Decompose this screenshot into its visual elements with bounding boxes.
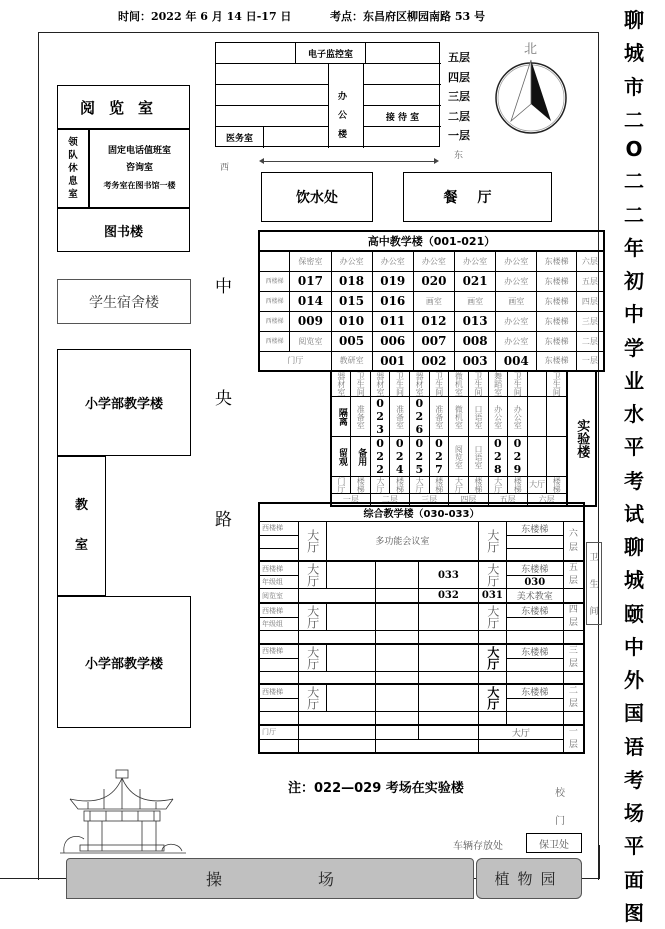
washroom: 卫 生 间 bbox=[586, 542, 602, 625]
gate-label: 校 bbox=[555, 788, 565, 799]
high-school-building bbox=[258, 230, 605, 372]
table-row: 西楼梯 大厅 多功能会议室 大厅 东楼梯 六 层 bbox=[259, 521, 584, 535]
office-tower-label: 办 公 楼 bbox=[338, 92, 348, 140]
office-building bbox=[215, 42, 440, 147]
table-row: 西楼梯 014 015 016 画室 画室 画室 东楼梯 四层 bbox=[259, 291, 604, 311]
water-station: 饮水处 bbox=[261, 172, 373, 222]
sports-field: 操 场 bbox=[66, 858, 474, 899]
north-label: 北 bbox=[524, 42, 538, 57]
west-label: 西 bbox=[220, 163, 230, 173]
duty-phone-room: 固定电话值班室 咨询室 考务室在图书馆一楼 bbox=[89, 129, 190, 208]
table-row: 西楼梯 大厅 大厅 东楼梯 三 层 bbox=[259, 644, 584, 659]
title-char: 二 bbox=[624, 202, 644, 227]
title-char: 平 bbox=[624, 435, 644, 460]
title-char: 中 bbox=[624, 302, 644, 327]
road-char: 央 bbox=[215, 389, 232, 409]
medical-room: 医务室 bbox=[225, 133, 253, 144]
title-char: 考 bbox=[624, 468, 644, 493]
east-west-arrow-icon bbox=[262, 161, 436, 162]
table-row: 一层 二层 三层 四层 五层 六层 bbox=[331, 494, 596, 507]
title-char: 水 bbox=[624, 402, 644, 426]
table-row: 留观 备用 022 024 025 027 阅览室 口语室 028 029 bbox=[331, 437, 596, 477]
lab-note: 注：022—029 考场在实验楼 bbox=[288, 781, 464, 796]
table-row: 西楼梯 大厅 大厅 东楼梯 二 层 bbox=[259, 684, 584, 699]
office-floor-labels: 五层 四层 三层 二层 一层 bbox=[448, 51, 470, 142]
title-char: 颐 bbox=[624, 601, 644, 626]
library-building: 图书楼 bbox=[57, 208, 190, 252]
title-char: 业 bbox=[624, 368, 644, 393]
leader-rest-room: 领 队 休 息 室 bbox=[57, 129, 89, 208]
title-char: 外 bbox=[624, 668, 644, 692]
title-char: 面 bbox=[624, 867, 644, 892]
table-row: 门厅 大厅 一 层 bbox=[259, 725, 584, 740]
title-char: 考 bbox=[624, 767, 644, 792]
title-char: 二 bbox=[624, 107, 644, 132]
pavilion-icon bbox=[58, 767, 188, 859]
gate-label: 门 bbox=[555, 816, 565, 827]
title-char: 聊 bbox=[624, 535, 644, 559]
student-dorm: 学生宿舍楼 bbox=[57, 279, 191, 324]
map-title bbox=[608, 4, 660, 926]
table-row: 门厅 教研室 001 002 003 004 东楼梯 一层 bbox=[259, 351, 604, 371]
lab-building-label: 实验楼 bbox=[567, 371, 597, 506]
primary-building-south: 小学部教学楼 bbox=[57, 596, 191, 728]
title-char: O bbox=[625, 137, 643, 161]
dining-hall: 餐厅 bbox=[403, 172, 552, 222]
table-row: 器材室 卫生间 器材室 卫生间 器材室 卫生间 微机室 卫生间 舞蹈室 卫生间 卫生间 实验楼 bbox=[331, 371, 596, 397]
title-char: 学 bbox=[624, 335, 644, 360]
comprehensive-building: 综合教学楼（030-033） 西楼梯 大厅 多功能会议室 大厅 东楼梯 六 层 西楼梯 大厅 033 大厅 东楼梯 五 层 年级组 030 阅览室 032 031 美术教室 西楼梯 大厅 大厅 东楼梯 四 层 年级组 西楼梯 大厅 大厅 东楼梯 三 层 西楼梯 大厅 大厅 东楼梯 二 层 门厅 大厅 一 层 bbox=[258, 502, 585, 754]
title-char: 国 bbox=[624, 701, 644, 726]
monitor-room: 电子监控室 bbox=[307, 50, 353, 60]
title-char: 聊 bbox=[624, 8, 644, 32]
title-char: 中 bbox=[624, 634, 644, 659]
table-row: 隔离 准备室 023 准备室 026 准备室 微机室 口语室 办公室 办公室 bbox=[331, 397, 596, 437]
road-char: 路 bbox=[215, 510, 232, 530]
table-row: 西楼梯 017 018 019 020 021 办公室 东楼梯 五层 bbox=[259, 271, 604, 291]
title-char: 场 bbox=[624, 801, 644, 825]
table-row: 西楼梯 009 010 011 012 013 办公室 东楼梯 三层 bbox=[259, 311, 604, 331]
exam-time: 时间：2022 年 6 月 14 日-17 日 bbox=[118, 10, 292, 23]
primary-building-north: 小学部教学楼 bbox=[57, 349, 191, 456]
table-row: 门厅 楼梯 大厅 楼梯 大厅 楼梯 大厅 楼梯 大厅 楼梯 大厅 楼梯 bbox=[331, 477, 596, 494]
table-row: 西楼梯 阅览室 005 006 007 008 办公室 东楼梯 二层 bbox=[259, 331, 604, 351]
security-office: 保卫处 bbox=[526, 833, 582, 853]
title-char: 年 bbox=[624, 235, 644, 260]
road-char: 中 bbox=[215, 277, 232, 297]
reading-room: 阅览室 bbox=[57, 85, 190, 129]
title-char: 图 bbox=[624, 900, 644, 925]
east-label: 东 bbox=[454, 151, 464, 161]
table-row: 西楼梯 大厅 033 大厅 东楼梯 五 层 bbox=[259, 561, 584, 576]
lab-building bbox=[330, 370, 597, 507]
botanical-garden: 植物园 bbox=[476, 858, 582, 899]
reception-room: 接 待 室 bbox=[385, 112, 420, 123]
title-char: 语 bbox=[624, 734, 644, 759]
title-char: 城 bbox=[624, 41, 644, 66]
high-school-title: 高中教学楼（001-021） bbox=[259, 231, 604, 251]
title-char: 初 bbox=[624, 269, 644, 293]
title-char: 平 bbox=[624, 834, 644, 859]
exam-location: 考点：东昌府区柳园南路 53 号 bbox=[330, 10, 485, 23]
comprehensive-title: 综合教学楼（030-033） bbox=[259, 503, 584, 521]
title-char: 市 bbox=[624, 74, 644, 99]
compass-icon bbox=[493, 38, 573, 138]
classroom: 教 室 bbox=[57, 456, 106, 596]
title-char: 城 bbox=[624, 568, 644, 593]
parking-area: 车辆存放处 bbox=[453, 841, 503, 852]
table-row: 阅览室 032 031 美术教室 bbox=[259, 589, 584, 604]
table-row: 西楼梯 大厅 大厅 东楼梯 四 层 bbox=[259, 603, 584, 618]
table-row: 保密室 办公室 办公室 办公室 办公室 办公室 东楼梯 六层 bbox=[259, 251, 604, 271]
title-char: 二 bbox=[624, 169, 644, 194]
title-char: 试 bbox=[624, 501, 644, 526]
